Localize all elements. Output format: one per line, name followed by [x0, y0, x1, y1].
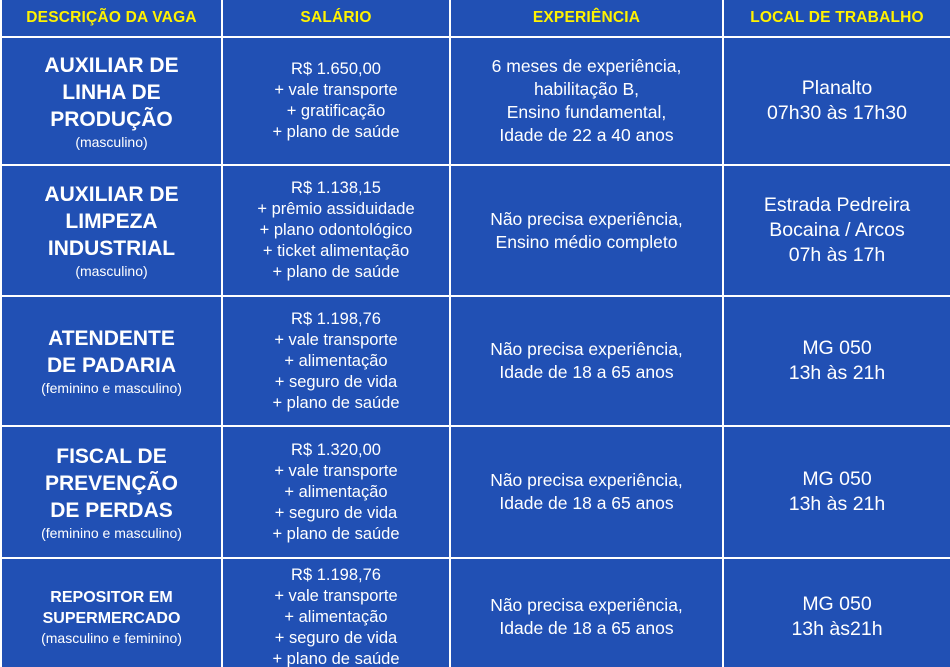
salary-line: + alimentação [284, 607, 388, 626]
job-gender: (masculino) [75, 263, 148, 279]
salary-line: + alimentação [284, 482, 388, 501]
job-title-line: SUPERMERCADO [42, 610, 181, 627]
experience-line: Não precisa experiência, [490, 595, 683, 615]
experience-line: Idade de 18 a 65 anos [499, 618, 674, 638]
job-gender: (feminino e masculino) [41, 380, 182, 396]
location-line: 07h30 às 17h30 [767, 102, 907, 124]
job-title-line: ATENDENTE [48, 327, 175, 350]
salary-line: + vale transporte [274, 586, 398, 605]
job-title-line: PRODUÇÃO [50, 107, 173, 131]
salary-line: + ticket alimentação [262, 242, 410, 260]
location-cell [723, 165, 950, 296]
table-row [1, 37, 950, 165]
location-line: Bocaina / Arcos [769, 219, 905, 241]
salary-line: R$ 1.138,15 [291, 179, 381, 197]
salary-line: + plano de saúde [272, 263, 400, 281]
job-description-cell [1, 558, 222, 667]
job-title-line: LIMPEZA [65, 210, 158, 233]
job-description-cell [1, 296, 222, 426]
table-row [1, 558, 950, 667]
salary-line: + alimentação [284, 351, 388, 370]
salary-line: + seguro de vida [274, 372, 398, 391]
experience-line: Não precisa experiência, [490, 208, 683, 229]
job-title-line: INDUSTRIAL [47, 237, 176, 260]
salary-line: + prêmio assiduidade [257, 200, 415, 218]
location-cell [723, 37, 950, 165]
header-local: LOCAL DE TRABALHO [723, 0, 950, 37]
salary-line: + plano de saúde [272, 393, 400, 412]
salary-cell [222, 165, 450, 296]
header-row [1, 0, 950, 37]
job-title-line: AUXILIAR DE [44, 53, 179, 77]
location-line: MG 050 [802, 337, 872, 359]
experience-line: habilitação B, [533, 79, 640, 99]
location-line: MG 050 [802, 468, 872, 490]
header-salario: SALÁRIO [222, 0, 450, 37]
job-title-line: LINHA DE [62, 80, 161, 104]
salary-line: R$ 1.198,76 [291, 309, 381, 328]
job-title-line: DE PADARIA [46, 354, 177, 377]
job-title-line: REPOSITOR EM [50, 589, 173, 606]
experience-line: Ensino fundamental, [506, 102, 667, 122]
location-cell [723, 296, 950, 426]
job-gender: (masculino e feminino) [41, 630, 182, 646]
experience-line: Idade de 22 a 40 anos [499, 125, 674, 145]
experience-cell [450, 296, 723, 426]
experience-line: Não precisa experiência, [490, 339, 683, 359]
salary-line: + vale transporte [274, 81, 398, 99]
salary-line: R$ 1.650,00 [291, 60, 381, 78]
location-line: MG 050 [802, 593, 872, 615]
salary-cell [222, 296, 450, 426]
job-title-line: DE PERDAS [50, 498, 173, 522]
location-cell [723, 426, 950, 558]
salary-line: + seguro de vida [274, 628, 398, 647]
experience-cell [450, 165, 723, 296]
job-title-line: FISCAL DE [56, 444, 167, 468]
salary-line: + gratificação [286, 102, 386, 120]
salary-line: + vale transporte [274, 461, 398, 480]
salary-line: + plano de saúde [272, 649, 400, 667]
header-descricao: DESCRIÇÃO DA VAGA [1, 0, 222, 37]
experience-cell [450, 558, 723, 667]
salary-line: + vale transporte [274, 330, 398, 349]
salary-line: + plano de saúde [272, 123, 400, 141]
job-gender: (feminino e masculino) [41, 524, 182, 541]
job-title-line: PREVENÇÃO [44, 471, 179, 495]
experience-line: Idade de 18 a 65 anos [499, 362, 674, 382]
experience-cell [450, 426, 723, 558]
location-line: 13h às 21h [788, 493, 886, 515]
job-description-cell [1, 426, 222, 558]
location-line: 13h às 21h [788, 362, 886, 384]
salary-cell [222, 426, 450, 558]
salary-line: + plano de saúde [272, 524, 400, 543]
salary-line: + plano odontológico [259, 221, 413, 239]
table-row [1, 296, 950, 426]
experience-line: Não precisa experiência, [490, 470, 683, 490]
salary-line: R$ 1.320,00 [291, 440, 381, 459]
location-line: 13h às21h [791, 618, 883, 640]
job-title-line: AUXILIAR DE [44, 183, 179, 206]
salary-cell [222, 558, 450, 667]
job-description-cell [1, 165, 222, 296]
table-row [1, 165, 950, 296]
experience-line: Idade de 18 a 65 anos [499, 493, 674, 513]
job-description-cell [1, 37, 222, 165]
experience-cell [450, 37, 723, 165]
location-cell [723, 558, 950, 667]
table-row [1, 426, 950, 558]
location-line: Planalto [801, 77, 873, 99]
location-line: 07h às 17h [788, 244, 886, 266]
job-gender: (masculino) [75, 133, 148, 150]
location-line: Estrada Pedreira [763, 194, 911, 216]
experience-line: Ensino médio completo [495, 231, 678, 252]
salary-cell [222, 37, 450, 165]
header-experiencia: EXPERIÊNCIA [450, 0, 723, 37]
salary-line: + seguro de vida [274, 503, 398, 522]
salary-line: R$ 1.198,76 [291, 565, 381, 584]
experience-line: 6 meses de experiência, [491, 56, 682, 76]
